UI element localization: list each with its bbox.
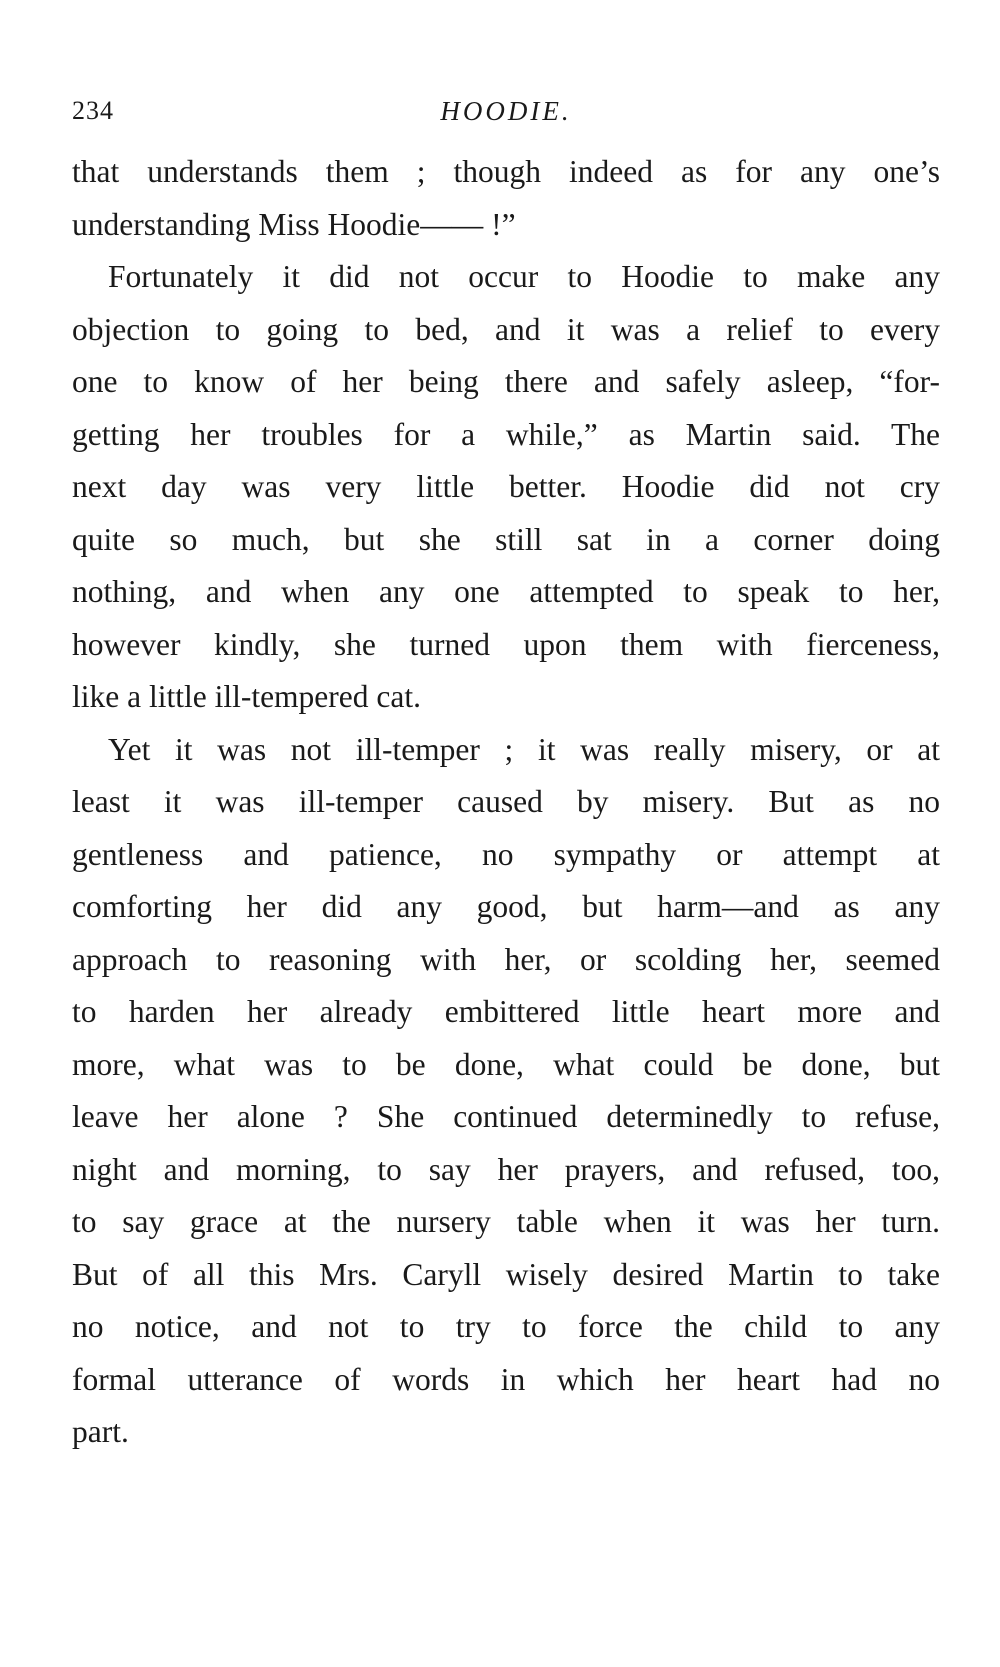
text-line: understanding Miss Hoodie—— !” <box>72 206 516 242</box>
text-line: comforting her did any good, but harm—and as any <box>72 889 940 924</box>
text-line: gentleness and patience, no sympathy or attempt at <box>72 836 940 872</box>
text-line: But of all this Mrs. Caryll wisely desired Martin to take <box>72 1256 940 1292</box>
text-line: like a little ill-tempered cat. <box>72 679 421 714</box>
text-line: one to know of her being there and safely asleep, “for- <box>72 364 940 399</box>
text-line: however kindly, she turned upon them with fierceness, <box>72 626 940 662</box>
text-line: least it was ill-temper caused by misery. But as no <box>72 784 940 819</box>
text-line: night and morning, to say her prayers, and refused, too, <box>72 1151 940 1187</box>
text-line: nothing, and when any one attempted to speak to her, <box>72 574 940 609</box>
text-line: no notice, and not to try to force the child to any <box>72 1309 940 1344</box>
text-line: Fortunately it did not occur to Hoodie to make any <box>108 259 940 294</box>
running-title: HOODIE. <box>440 96 572 126</box>
text-line: leave her alone ? She continued determinedly to refuse, <box>72 1099 940 1134</box>
page-number: 234 <box>72 96 114 125</box>
text-line: that understands them ; though indeed as for any one’s <box>72 154 940 189</box>
text-line: formal utterance of words in which her heart had no <box>72 1361 940 1397</box>
running-head <box>72 96 940 136</box>
text-line: approach to reasoning with her, or scolding her, seemed <box>72 941 940 977</box>
text-line: objection to going to bed, and it was a relief to every <box>72 311 940 347</box>
text-line: quite so much, but she still sat in a corner doing <box>72 521 940 557</box>
text-line: next day was very little better. Hoodie did not cry <box>72 469 940 504</box>
text-line: Yet it was not ill-temper ; it was really misery, or at <box>108 731 940 767</box>
text-line: to say grace at the nursery table when it was her turn. <box>72 1204 940 1239</box>
text-line: to harden her already embittered little heart more and <box>72 994 940 1029</box>
text-line: part. <box>72 1414 129 1449</box>
text-line: more, what was to be done, what could be done, but <box>72 1046 940 1082</box>
text-line: getting her troubles for a while,” as Martin said. The <box>72 416 940 452</box>
body-text <box>72 146 940 1459</box>
